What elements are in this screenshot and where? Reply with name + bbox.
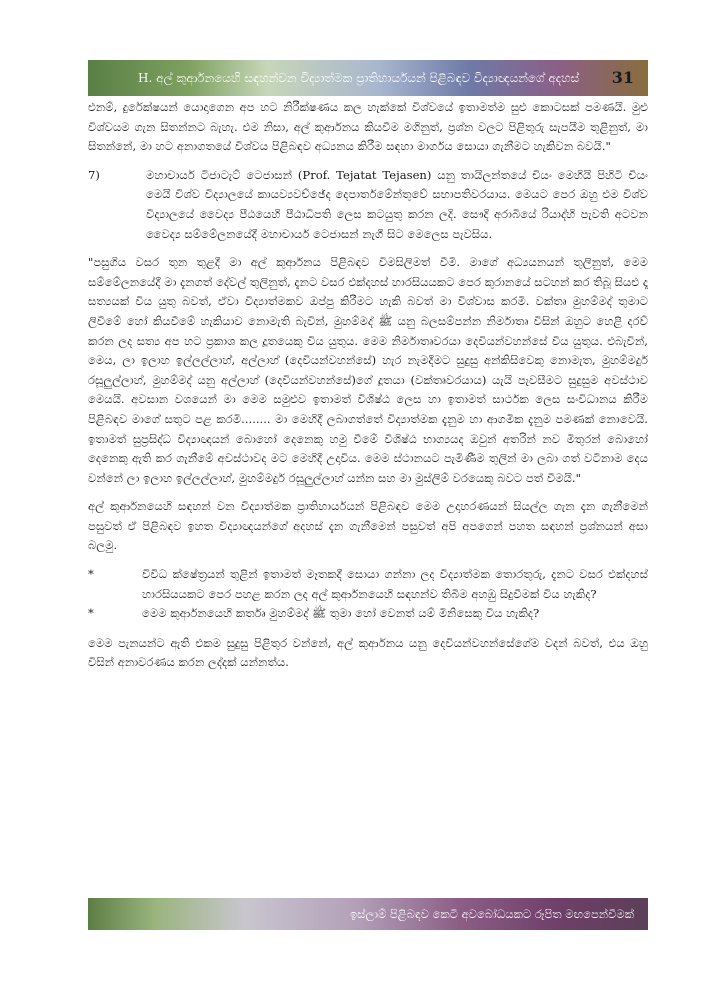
paragraph-questions-intro: අල් කුර්ආනයෙහි සඳහන් වන විද්‍යාත්මක ප්‍රාතිහාර්යයන් පිළිබඳව මෙම උදාහරණයන් සියල්ල ගැන දැන ගැනීමෙන් පසුවත් ඒ පිළිබඳව ඉහත විද්‍යාඥයන්ගේ අදහස් දැන ගැනීමෙන් පසුවත් අපි අපගෙන් පහත සඳහන් ප්‍රශ්නයන් අසා බලමු. [88,499,648,553]
list-item [88,565,648,604]
asterisk-bullet: * [88,567,94,582]
item-text: මහාචාර්ය ටිජාටැට් ටෙජාසන් (Prof. Tejatat Tejasen) යනු තායිලන්තයේ චියං මෙහියි පිහිටි චියං මෙයි විශ්ව විද්‍යාලයේ කායව්‍යවච්ඡේද දෙපාර්තමේන්තුවේ සභාපතිවරයාය. මෙයට පෙර ඔහු එම විශ්ව විද්‍යාලයේ වෛද්‍ය පීඨයෙහි පීඨාධිපති ලෙස කටයුතු කරන ලදි. සෞදි අරාබියේ රියාද්හි පැවති අටවන වෛද්‍ය සම්මේලනයේදී මහාචාර්ය ටෙජාසන් නැගී සිට මෙලෙස පැවසිය. [146,167,648,241]
list-item-text: මෙම කුර්ආනයෙහි කර්තෘ මුහම්මද් ﷺ තුමා හෝ වෙනත් යම් මිනිසෙකු විය හැකිද? [142,606,540,621]
numbered-item-7 [88,166,648,244]
page-header [88,60,648,96]
question-list [88,565,648,624]
quote-paragraph: "පසුගිය වසර තුන තුළදී මා අල් කුර්ආනය පිළිබඳව විමසිලිමත් වීමි. මාගේ අධ්‍යයනයන් තුලිනුත්, මෙම සම්මේලනයේදී මා දැනගත් දේවල් තුලිනුත්, දැනට වසර එක්දහස් හාරසියයකට පෙර කුරානයේ සටහන් කර තිබූ සියළු දෑ සත්‍යයක් විය යුතු බවත්, ඒවා විද්‍යාත්මකව ඔප්පු කිරීමට හැකි බවත් මා විශ්වාස කරමි. වක්තෘ මුහම්මද් තුමාට ලිවීමේ හෝ කියවීමේ හැකියාව නොමැති බැවින්, මුහම්මද් ﷺ යනු බලසම්පන්න නිර්මාතෘ විසින් ඔහුට හෙළි දරව් කරන ලද සත්‍ය අප හට ප්‍රකාශ කල දූතයෙකු විය යුතුය. මෙම නිර්මාතෘවරයා දෙවියන්වහන්සේ විය යුතුය. එබැවින්, මෙය, ලා ඉලාහ ඉල්ලල්ලාහ්, අල්ලාහ් (දෙවියන්වහන්සේ) හැර නැමදීමට සුදුසු අන්කිසිවෙකු නොමැත, මුහම්මදුර් රසූලුල්ලාහ්, මුහම්මද් යනු අල්ලාහ් (දෙවියන්වහන්සේ)ගේ දූතයා (වක්තෘවරයාය) යැයි පැවසීමට සුදුසුම අවස්ථාව මෙයයි. අවසාන වශයෙන් මා මෙම සමුළුව ඉතාමත් විශිෂ්ඨ ලෙස හා ඉතාමත් සාර්ථක ලෙස සංවිධානය කිරීම පිළිබඳව මාගේ සතුට පළ කරමි........ මා මෙහිදී ලබාගත්තේ විද්‍යාත්මක දැනුම හා ආගමික දැනුම පමණක් නොවෙයි. ඉතාමත් සුප්‍රසිද්ධ විද්‍යාඥයන් බොහෝ දෙනෙකු හමු වීමේ විශිෂ්ඨ භාග්‍යයද ඔවුන් අතරින් නව මිතුරන් බොහෝ දෙනෙකු ඇති කර ගැනීමේ අවස්ථාවද මට මෙහිදී උදාවිය. මෙම ස්ථානයට පැමිණීම තුලින් මා ලබා ගත් වටිනාම දෙය වන්නේ ලා ඉලාහ ඉල්ලල්ලාහ්, මුහම්මදුර් රසූලුල්ලාහ් යන්න සහ මා මුස්ලිම් වරයෙකු බවට පත් වීමයි." [88,255,649,485]
list-item-text: විවිධ ක්ෂේත්‍රයන් තුළින් ඉතාමත් මෑතකදී සොයා ගන්නා ලද විද්‍යාත්මක තොරතුරු, දැනට වසර එක්දහස් හාරසියයකට පෙර පහළ කරන ලද අල් කුර්ආනයෙහි සඳහන්ව තිබීම අහඹු සිදුවීමක් විය හැකිද? [142,567,648,601]
paragraph-conclusion: මෙම පැනයන්ට ඇති එකම සුදුසු පිළිතුර වන්නේ, අල් කුර්ආනය යනු දෙවියන්වහන්සේගේම වදන් බවත්, එය ඔහු විසින් අනාවරණය කරන ලද්දක් යන්නත්ය. [88,635,648,670]
page-number: 31 [611,68,634,87]
item-number: 7) [88,167,100,182]
paragraph-intro: එනම්, දුරේක්ෂයන් යොදාගෙන අප හට නිරීක්ෂණය කල හැක්කේ විශ්වයේ ඉතාමත්ම සුළු කොටසක් පමණයි. මුළු විශ්වයම ගැන සිතන්නට බැහැ. එම නිසා, අල් කුර්ආනය කියවීම මගිනුත්, ප්‍රශ්න වලට පිළිතුරු සැපයීම තුළිනුත්, මා සිතන්නේ, මා හට අනාගතයේ විශ්වය පිළිබඳව අධ්‍යනය කිරීම සඳහා මාර්ගය සොයා ගැනීමට හැකිවන බවයි." [88,100,648,154]
footer-text: ඉස්ලාම් පිළිබඳව කෙටි අවබෝධයකට රූපිත මඟපෙන්වීමක් [349,907,634,921]
page-body [88,98,648,682]
asterisk-bullet: * [88,606,94,621]
header-title: H. අල් කුර්ආනයෙහි සඳහන්වන විද්‍යාත්මක ප්‍රාතිහාර්යයන් පිළිබඳව විද්‍යාඥයන්ගේ අදහස් [138,71,580,85]
page-footer [88,898,648,930]
list-item [88,604,648,624]
